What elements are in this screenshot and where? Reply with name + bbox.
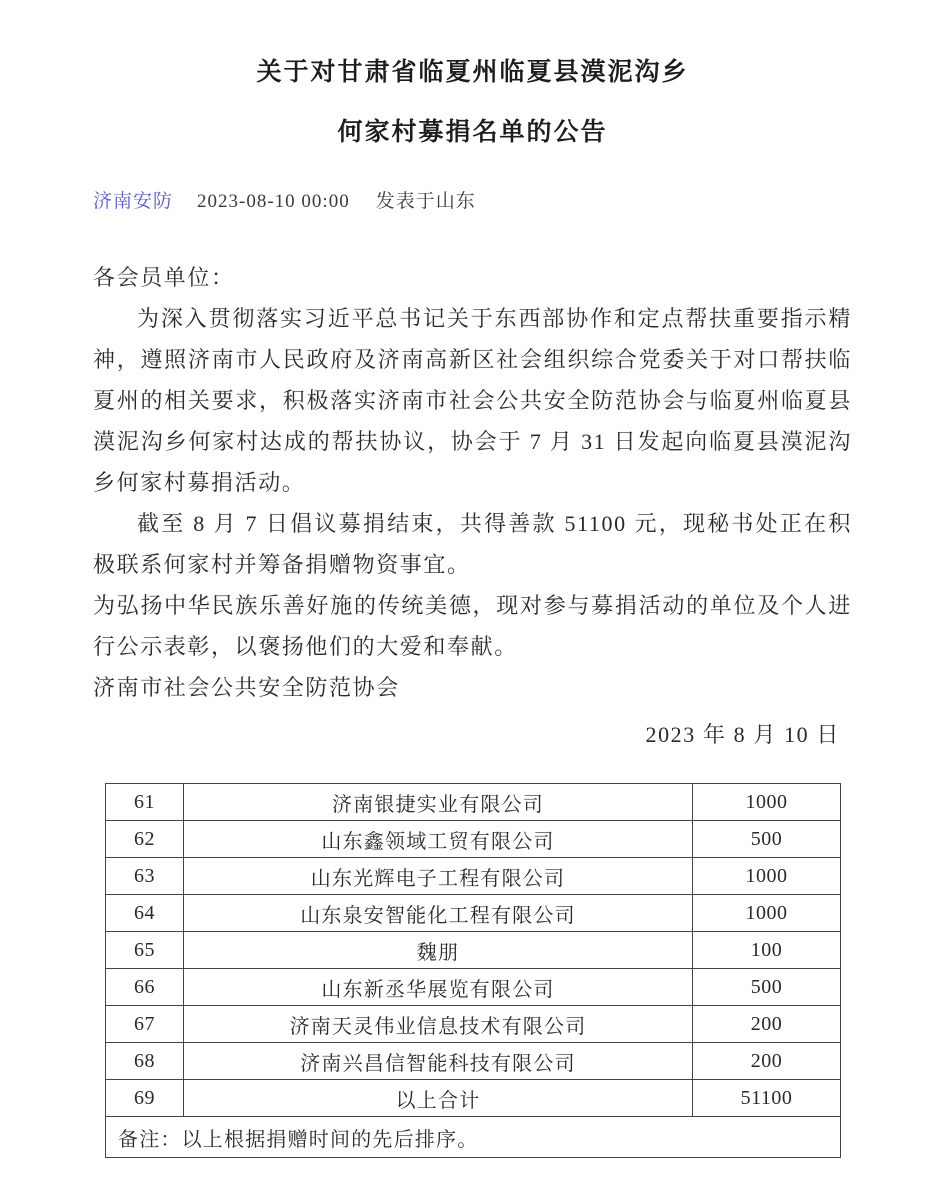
donation-table-foot	[106, 1117, 841, 1158]
table-row	[106, 858, 841, 895]
row-number: 68	[106, 1043, 184, 1080]
table-row	[106, 821, 841, 858]
donor-name: 济南银捷实业有限公司	[184, 784, 693, 821]
row-number: 65	[106, 932, 184, 969]
table-row	[106, 932, 841, 969]
table-row	[106, 1006, 841, 1043]
title-line-2: 何家村募捐名单的公告	[337, 118, 608, 146]
donor-name: 山东鑫领域工贸有限公司	[184, 821, 693, 858]
donation-amount: 200	[693, 1043, 841, 1080]
donation-amount: 500	[693, 969, 841, 1006]
table-row	[106, 895, 841, 932]
row-number: 62	[106, 821, 184, 858]
row-number: 67	[106, 1006, 184, 1043]
signature-org: 济南市社会公共安全防范协会	[93, 675, 400, 700]
donor-name: 济南天灵伟业信息技术有限公司	[184, 1006, 693, 1043]
row-number: 64	[106, 895, 184, 932]
donor-name: 济南兴昌信智能科技有限公司	[184, 1043, 693, 1080]
body-text	[93, 257, 852, 755]
author-link[interactable]: 济南安防	[93, 191, 174, 212]
donation-table-wrap	[105, 783, 840, 1158]
paragraph-3: 为弘扬中华民族乐善好施的传统美德，现对参与募捐活动的单位及个人进行公示表彰，以褒扬他们的大爱和奉献。	[93, 593, 852, 659]
page-title	[93, 42, 852, 162]
signature-date: 2023 年 8 月 10 日	[645, 722, 840, 747]
publish-datetime: 2023-08-10 00:00	[197, 191, 350, 212]
table-note-row	[106, 1117, 841, 1158]
donation-amount: 1000	[693, 895, 841, 932]
table-row	[106, 784, 841, 821]
donor-name: 魏朋	[184, 932, 693, 969]
donation-amount: 100	[693, 932, 841, 969]
donor-name: 山东新丞华展览有限公司	[184, 969, 693, 1006]
donation-amount: 1000	[693, 858, 841, 895]
donation-amount: 1000	[693, 784, 841, 821]
table-row	[106, 1080, 841, 1117]
row-number: 61	[106, 784, 184, 821]
donation-table	[105, 783, 841, 1158]
donor-name: 以上合计	[184, 1080, 693, 1117]
table-row	[106, 1043, 841, 1080]
donor-name: 山东光辉电子工程有限公司	[184, 858, 693, 895]
byline	[93, 186, 852, 213]
paragraph-2: 截至 8 月 7 日倡议募捐结束，共得善款 51100 元，现秘书处正在积极联系何家村并筹备捐赠物资事宜。	[93, 511, 852, 577]
table-note: 备注：以上根据捐赠时间的先后排序。	[106, 1117, 841, 1158]
row-number: 69	[106, 1080, 184, 1117]
donation-table-body	[106, 784, 841, 1117]
publish-location: 发表于山东	[375, 191, 476, 212]
salutation: 各会员单位：	[93, 265, 235, 290]
row-number: 63	[106, 858, 184, 895]
donor-name: 山东泉安智能化工程有限公司	[184, 895, 693, 932]
title-line-1: 关于对甘肃省临夏州临夏县漠泥沟乡	[256, 58, 689, 86]
donation-amount: 500	[693, 821, 841, 858]
paragraph-1: 为深入贯彻落实习近平总书记关于东西部协作和定点帮扶重要指示精神，遵照济南市人民政府及济南高新区社会组织综合党委关于对口帮扶临夏州的相关要求，积极落实济南市社会公共安全防范协会与临夏州临夏县漠泥沟乡何家村达成的帮扶协议，协会于 7 月 31 日发起向临夏县漠泥沟乡何家村募捐活动。	[93, 306, 852, 495]
table-row	[106, 969, 841, 1006]
donation-amount: 200	[693, 1006, 841, 1043]
row-number: 66	[106, 969, 184, 1006]
donation-amount: 51100	[693, 1080, 841, 1117]
